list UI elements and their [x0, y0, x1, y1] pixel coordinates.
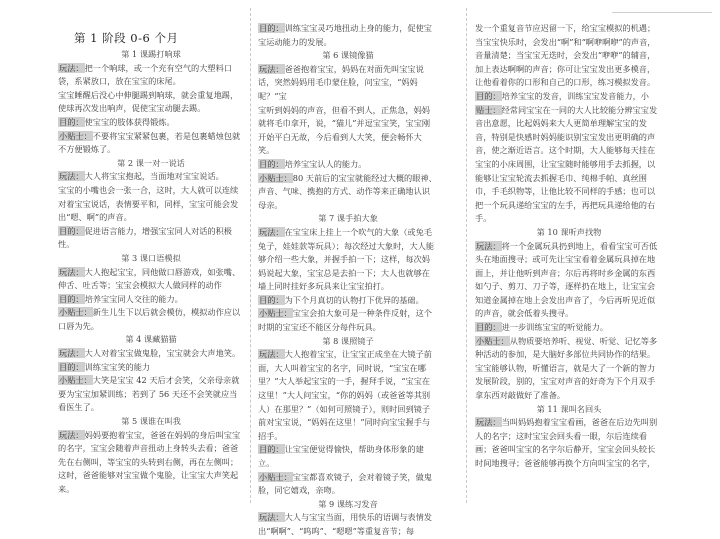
paragraph [58, 374, 244, 415]
paragraph [58, 130, 244, 157]
paragraph-tag: 贴士： [476, 104, 501, 115]
paragraph-tag: 目的： [59, 116, 84, 127]
paragraph-text: 妈妈要抱着宝宝，爸爸在妈妈的身后叫宝宝的名字，宝宝会随着声音扭动上身转头去看；爸爸先在右侧叫，等宝宝的头转到右侧，再在左侧叫；这时，爸爸能够对宝宝做个鬼脸，让宝宝大声笑起来。 [58, 429, 241, 494]
header-rule [612, 12, 712, 13]
paragraph [58, 293, 244, 307]
paragraph-text: 大人抱起宝宝，同他做口唇游戏，如张嘴、伸舌、吐舌等；宝宝会模拟大人做同样的动作 [58, 266, 241, 291]
paragraph-text: 使宝宝的肢体获得锻炼。 [84, 116, 175, 127]
paragraph-text: 进一步训练宝宝的听觉能力。 [501, 322, 609, 333]
paragraph [258, 307, 438, 334]
paragraph [258, 63, 438, 104]
paragraph-tag: 玩法： [259, 226, 284, 237]
paragraph-tag: 玩法： [59, 62, 84, 73]
paragraph-tag: 目的： [59, 293, 84, 304]
paragraph-text: 让宝宝便觉得愉快，帮助身体形象的建立。 [258, 444, 424, 468]
paragraph [58, 225, 244, 252]
paragraph-text: 不要将宝宝紧紧包裹，若是包裹蜡烛包就不方便锻炼了。 [58, 130, 241, 155]
paragraph [58, 266, 244, 293]
paragraph [258, 226, 438, 294]
paragraph-text: 宝宝会拍大象可是一种条件反射，这个时期的宝宝还不能区分每件玩具。 [258, 308, 432, 333]
paragraph [475, 416, 663, 470]
paragraph-text: 爸爸抱着宝宝，妈妈在对面先叫宝宝说话，突然妈妈用毛巾蒙住脸，问宝宝，“妈妈呢？”宝 [258, 63, 424, 101]
paragraph [475, 335, 663, 403]
section-heading: 第 4 课藏猫猫 [125, 334, 177, 345]
paragraph-tag: 玩法： [476, 417, 501, 428]
paragraph-tag: 玩法： [59, 348, 84, 359]
paragraph-text: 培养宝宝同人交往的能力。 [84, 293, 183, 304]
paragraph [258, 471, 438, 498]
paragraph-text: 大笑是宝宝 42 天后才会笑，父亲母亲就要为宝宝加紧训练；若到了 56 天还不会笑就应当看医生了。 [58, 375, 240, 413]
column-2 [258, 22, 438, 539]
paragraph-text: 为下个月真切的认物打下优异的基础。 [284, 294, 424, 305]
paragraph [58, 361, 244, 375]
column-2-body [258, 22, 438, 539]
column-1-body [58, 48, 244, 497]
paragraph-text: 培养宝宝认人的能力。 [284, 158, 367, 169]
paragraph [258, 294, 438, 308]
paragraph-text: 新生儿生下以后就会模仿，模拟动作应以口唇为先。 [58, 307, 241, 331]
paragraph [58, 170, 244, 184]
paragraph-tag: 目的： [476, 322, 501, 333]
paragraph-tag: 小贴士： [59, 307, 92, 318]
paragraph-tag: 小贴士： [59, 375, 92, 386]
paragraph-text: 发一个重复音节应迟留一下，给宝宝模拟的机遇；当宝宝快乐时，会发出“啊”和“啊咿啊咿”的声音，音量清楚；当宝宝无迭时，会发出“咿咿”的辅音，加上表达啊啊的声音；你可让宝宝发出更多模音，让他看着你的口形和自己的口形，练习模拟发音。 [475, 23, 656, 88]
paragraph [58, 184, 244, 225]
paragraph-tag: 目的： [259, 23, 284, 33]
paragraph-tag: 玩法： [59, 429, 84, 440]
paragraph [258, 172, 438, 213]
paragraph [258, 22, 438, 49]
paragraph-text: 训练宝宝灵巧地扭动上身的能力，促使宝宝运动能力的发展。 [258, 23, 432, 47]
paragraph-tag: 小贴士： [476, 335, 509, 346]
section-heading: 第 9 课练习发音 [318, 498, 378, 509]
paragraph-text: 经常同宝宝在一同的大人比较能分辨宝宝发音出意愿，比起妈妈来大人更简单理解宝宝的发音，特别是快感时妈妈能识别宝宝发出更明确的声音，使之渐近语言。这个时期，大人能够每天挂在宝宝的小床周围，让宝宝随时能够用手去抓握，以能够让宝宝轮流去抓握毛巾、纯棉手帕、真丝围巾，手毛织物等，让他比较不同样的手感；也可以把一个玩具递给宝宝的左手，再把玩具递给他的右手。 [475, 104, 658, 224]
paragraph [258, 511, 438, 538]
paragraph-tag: 目的： [59, 225, 84, 236]
column-1 [58, 22, 244, 497]
paragraph-tag: 小贴士： [259, 172, 292, 183]
paragraph-text: 宝宝的小嘴也会一张一合，这时，大人就可以连续对着宝宝说话，表情要平和，同样，宝宝可能会发出“嗯、啊”的声音。 [58, 184, 239, 223]
paragraph-text: 在宝宝床上挂上一个吹气的大象（或兔毛兔子，娃娃款等玩具）；每次经过大象时，大人能够介绍一些大象，并握手拍一下；这样，每次妈妈说起大象，宝宝总是去拍一下；大人也就够在墙上同时挂好多玩具来让宝宝拍打。 [258, 226, 435, 292]
paragraph-text: 培养宝宝的发音，训练宝宝发音能力，小 [501, 90, 649, 101]
section-heading: 第 2 课一对一说话 [117, 157, 185, 168]
section-heading: 第 5 课谁在叫我 [121, 416, 181, 427]
paragraph [475, 321, 663, 335]
paragraph-text: 大人抱着宝宝，让宝宝正成坐在大镜子前面，大人叫着宝宝的名字，同时说，“宝宝在哪里？”大人举起宝宝的一手，握拜手说，“宝宝在这里！”大人问宝宝，“你的妈妈（或爸爸等其别人）在那里？”（如何可照镜子），则时回到镜子前对宝宝说，“妈妈在这里！”同时向宝宝握手与招手。 [258, 349, 432, 441]
column-3 [475, 22, 663, 471]
page-title: 第 1 阶段 0-6 个月 [74, 31, 179, 45]
paragraph-tag: 小贴士： [259, 308, 292, 319]
paragraph-tag: 玩法： [259, 349, 284, 360]
section-heading: 第 3 课口语模拟 [121, 252, 181, 263]
paragraph-text: 宝宝都喜欢镜子，会对着镜子笑，做鬼脸，同它嬉戏，亲吻。 [258, 471, 432, 496]
column-3-body [475, 22, 663, 471]
paragraph [58, 116, 244, 130]
paragraph [58, 429, 244, 497]
paragraph [475, 240, 663, 322]
paragraph [258, 348, 438, 443]
paragraph [58, 89, 244, 116]
section-heading: 第 7 课手拍大象 [318, 213, 378, 224]
paragraph [475, 104, 663, 226]
paragraph [58, 306, 244, 333]
paragraph-text: 大人将宝宝抱起，当面地对宝宝说话。 [84, 171, 224, 182]
paragraph-text: 将一个金属玩具扔到地上，看看宝宝可否低头在地面搜寻；或可先让宝宝看着金属玩具掉在地面上，并让他听到声音；尔后再将时乡金属的东西如勺子、剪刀、刀子等，逐样扔在地上，让宝宝会知道金属掉在地上会发出声音了，今后再听见近似的声音，就会低着头搜寻。 [475, 240, 658, 319]
paragraph-text: 宝听到妈妈的声音，但看不到人，正焦急，妈妈就将毛巾拿开，说，“猫儿”并逗宝宝笑，宝宝刚开始平白无故，今后看到人大笑，便会畅怀大笑。 [258, 104, 431, 156]
section-heading: 第 1 课踢打响球 [121, 49, 181, 59]
paragraph-tag: 小贴士： [259, 471, 292, 482]
paragraph-tag: 玩法： [259, 512, 284, 523]
paragraph-text: 80 天前后的宝宝就能经过大概的眼神、声音、气味、携抱的方式、动作等来正确地认识母亲。 [258, 172, 437, 210]
paragraph-tag: 目的： [259, 294, 284, 305]
paragraph-tag: 玩法： [259, 63, 284, 74]
column-divider [466, 8, 467, 503]
section-heading: 第 6 课镜像猫 [322, 50, 374, 61]
paragraph [475, 90, 663, 104]
paragraph-text: 宝宝睡醒后没心中伸腿踢到响球，就会重复地踢，使球再次发出响声，促使宝宝动腿去踢。 [58, 89, 239, 114]
paragraph-text: 当叫妈妈抱着宝宝看画，爸爸在后边先叫别人的名字；这时宝宝会回头看一眼，尔后连续看画；爸爸叫宝宝的名字尔后静开，宝宝会回头较长时间地搜寻；爸爸能够再换个方向叫宝宝的名字， [475, 417, 658, 468]
paragraph [58, 62, 244, 89]
paragraph-tag: 小贴士： [59, 130, 92, 141]
paragraph-tag: 玩法： [59, 266, 84, 277]
section-heading: 第 11 课叫名回头 [536, 403, 602, 414]
paragraph [258, 158, 438, 172]
paragraph-text: 大人与宝宝当面，用快乐的语调与表情发出“啊啊”、“呜呜”、“嗯嗯”等重复音节；每 [258, 512, 432, 536]
paragraph-tag: 玩法： [476, 240, 501, 251]
paragraph-text: 从物质要培养听、视觉、听觉、记忆等多种活动的参加，是大脑好多部位共同协作的结果。宝宝能够认物，听懂语言，就是大了一个新的智力发展阶段，别的，宝宝对声音的好奇为下个月双手拿东西对敲做好了准备。 [475, 335, 658, 401]
section-heading: 第 8 课照镜子 [322, 335, 374, 346]
section-heading: 第 10 课听声找物 [536, 226, 602, 237]
paragraph-tag: 目的： [259, 158, 284, 169]
paragraph-text: 训练宝宝笑的能力 [84, 361, 151, 372]
paragraph [58, 347, 244, 361]
paragraph-tag: 玩法： [59, 171, 84, 182]
paragraph [258, 443, 438, 470]
paragraph [475, 22, 663, 90]
paragraph-tag: 目的： [476, 90, 501, 101]
paragraph-text: 把一个响球，或一个充有空气的大塑料口袋，系紧放口，放在宝宝的床尾。 [58, 62, 232, 87]
paragraph-text: 大人对着宝宝做鬼脸，宝宝就会大声地笑。 [84, 348, 241, 359]
paragraph-text: 促进语言能力，增强宝宝同人对话的积极性。 [58, 225, 232, 250]
paragraph-tag: 目的： [259, 444, 284, 455]
column-divider [250, 8, 251, 503]
paragraph-tag: 目的： [59, 361, 84, 372]
paragraph [258, 104, 438, 158]
